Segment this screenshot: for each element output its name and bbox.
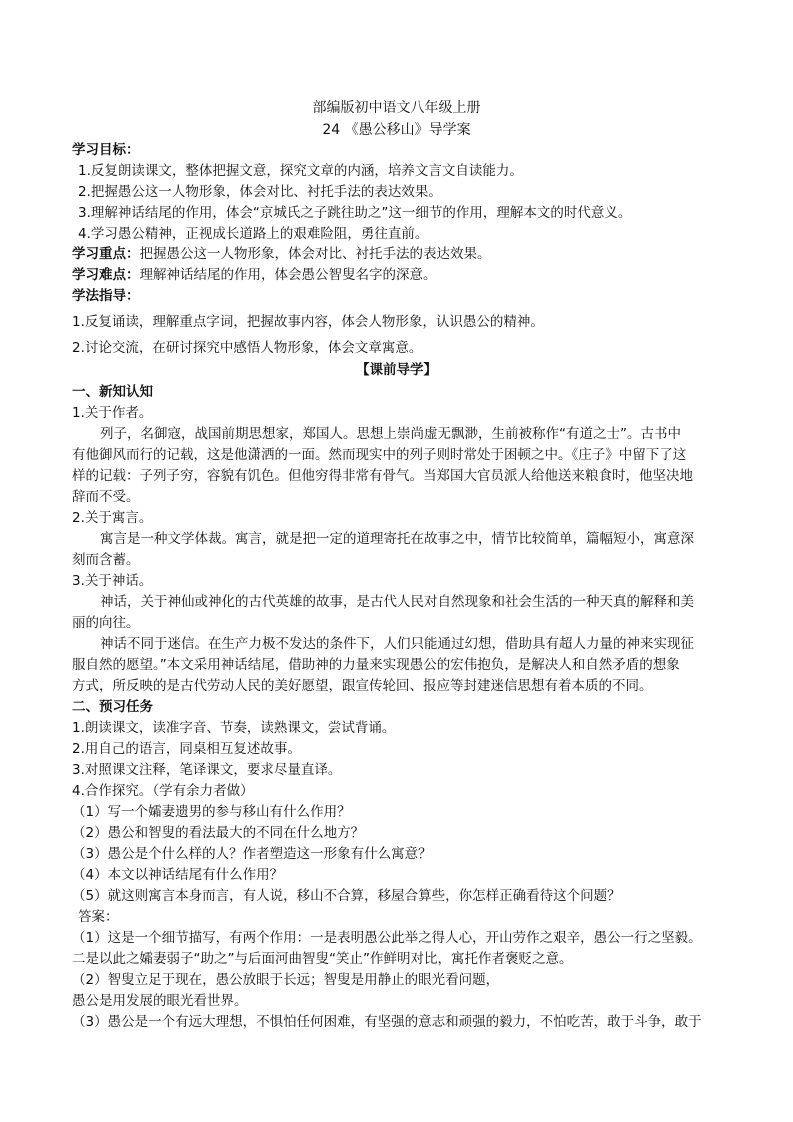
answer-line: （3）愚公是一个有远大理想，不惧怕任何困难，有坚强的意志和顽强的毅力，不怕吃苦，敢于斗争，敢于 <box>72 1014 702 1030</box>
key-point-text: 把握愚公这一人物形象，体会对比、衬托手法的表达效果。 <box>139 246 491 262</box>
myth-paragraph-line: 方式，所反映的是古代劳动人民的美好愿望，跟宣传轮回、报应等封建迷信思想有着本质的不同。 <box>72 678 653 694</box>
answer-line: （1）这是一个细节描写，有两个作用：一是表明愚公此举之得人心，开山劳作之艰辛，愚公一行之坚毅。 <box>72 930 702 946</box>
preview-title: 【课前导学】 <box>356 362 437 378</box>
goals-label: 学习目标： <box>72 142 140 158</box>
myth-paragraph-line: 神话，关于神仙或神化的古代英雄的故事，是古代人民对自然现象和社会生活的一种天真的解释和美 <box>100 594 694 610</box>
method-item: 2.讨论交流，在研讨探究中感悟人物形象，体会文章寓意。 <box>72 340 423 356</box>
answer-line: 愚公是用发展的眼光看世界。 <box>72 993 248 1009</box>
myth-label: 3.关于神话。 <box>72 573 153 589</box>
answer-line: 二是以此之孀妻弱子“助之”与后面河曲智叟“笑止”作鲜明对比，寓托作者褒贬之意。 <box>72 951 573 967</box>
author-paragraph-line: 有他御风而行的记载，这是他潇洒的一面。然而现实中的列子则时常处于困顿之中。《庄子》中留下了这 <box>72 447 687 463</box>
goal-item: 2.把握愚公这一人物形象，体会对比、衬托手法的表达效果。 <box>78 184 442 200</box>
goal-item: 1.反复朗读课文，整体把握文意，探究文章的内涵，培养文言文自读能力。 <box>78 163 523 179</box>
question-item: （4）本文以神话结尾有什么作用？ <box>72 867 284 883</box>
myth-paragraph-line: 服自然的愿望。”本文采用神话结尾，借助神的力量来实现愚公的宏伟抱负，是解决人和自然矛盾的想象 <box>72 657 680 673</box>
question-item: （2）愚公和智叟的看法最大的不同在什么地方？ <box>72 825 365 841</box>
section2-heading: 二、预习任务 <box>72 699 153 715</box>
answer-label: 答案： <box>78 909 119 925</box>
author-label: 1.关于作者。 <box>72 405 153 421</box>
fable-paragraph-line: 刻而含蓄。 <box>72 552 140 568</box>
task-item: 2.用自己的语言，同桌相互复述故事。 <box>72 741 301 757</box>
fable-paragraph-line: 寓言是一种文学体裁。寓言，就是把一定的道理寄托在故事之中，情节比较简单，篇幅短小，寓意深 <box>100 531 694 547</box>
task-item: 3.对照课文注释，笔译课文，要求尽量直译。 <box>72 762 342 778</box>
difficulty-line <box>72 265 437 285</box>
section1-heading: 一、新知认知 <box>72 384 153 400</box>
key-point-label: 学习重点： <box>72 246 140 262</box>
author-paragraph-line: 列子，名御寇，战国前期思想家，郑国人。思想上崇尚虚无飘渺，生前被称作“有道之士”。古书中 <box>100 426 681 442</box>
key-point-line <box>72 244 491 264</box>
method-label: 学法指导： <box>72 288 140 304</box>
doc-subtitle: 24 《愚公移山》导学案 <box>322 122 471 138</box>
question-item: （5）就这则寓言本身而言，有人说，移山不合算，移屋合算些，你怎样正确看待这个问题？ <box>72 888 621 904</box>
goal-item: 4.学习愚公精神，正视成长道路上的艰难险阻，勇往直前。 <box>78 226 429 242</box>
task-item: 4.合作探究。（学有余力者做） <box>72 783 254 799</box>
question-item: （1）写一个孀妻遗男的参与移山有什么作用？ <box>72 804 351 820</box>
difficulty-label: 学习难点： <box>72 267 140 283</box>
task-item: 1.朗读课文，读准字音、节奏，读熟课文，尝试背诵。 <box>72 720 396 736</box>
myth-paragraph-line: 丽的向往。 <box>72 615 140 631</box>
fable-label: 2.关于寓言。 <box>72 510 153 526</box>
goal-item: 3.理解神话结尾的作用，体会“京城氏之子跳往助之”这一细节的作用，理解本文的时代意义。 <box>78 205 632 221</box>
author-paragraph-line: 样的记载：子列子穷，容貌有饥色。但他穷得非常有骨气。当郑国大官员派人给他送来粮食时，他坚决地 <box>72 468 693 484</box>
method-item: 1.反复诵读，理解重点字词，把握故事内容，体会人物形象，认识愚公的精神。 <box>72 314 544 330</box>
myth-paragraph-line: 神话不同于迷信。在生产力极不发达的条件下，人们只能通过幻想，借助具有超人力量的神来实现征 <box>100 636 694 652</box>
answer-line: （2）智叟立足于现在，愚公放眼于长远；智叟是用静止的眼光看问题， <box>72 972 500 988</box>
author-paragraph-line: 辞而不受。 <box>72 489 140 505</box>
difficulty-text: 理解神话结尾的作用，体会愚公智叟名字的深意。 <box>139 267 437 283</box>
question-item: （3）愚公是个什么样的人？作者塑造这一形象有什么寓意？ <box>72 846 432 862</box>
doc-title: 部编版初中语文八年级上册 <box>312 100 481 116</box>
